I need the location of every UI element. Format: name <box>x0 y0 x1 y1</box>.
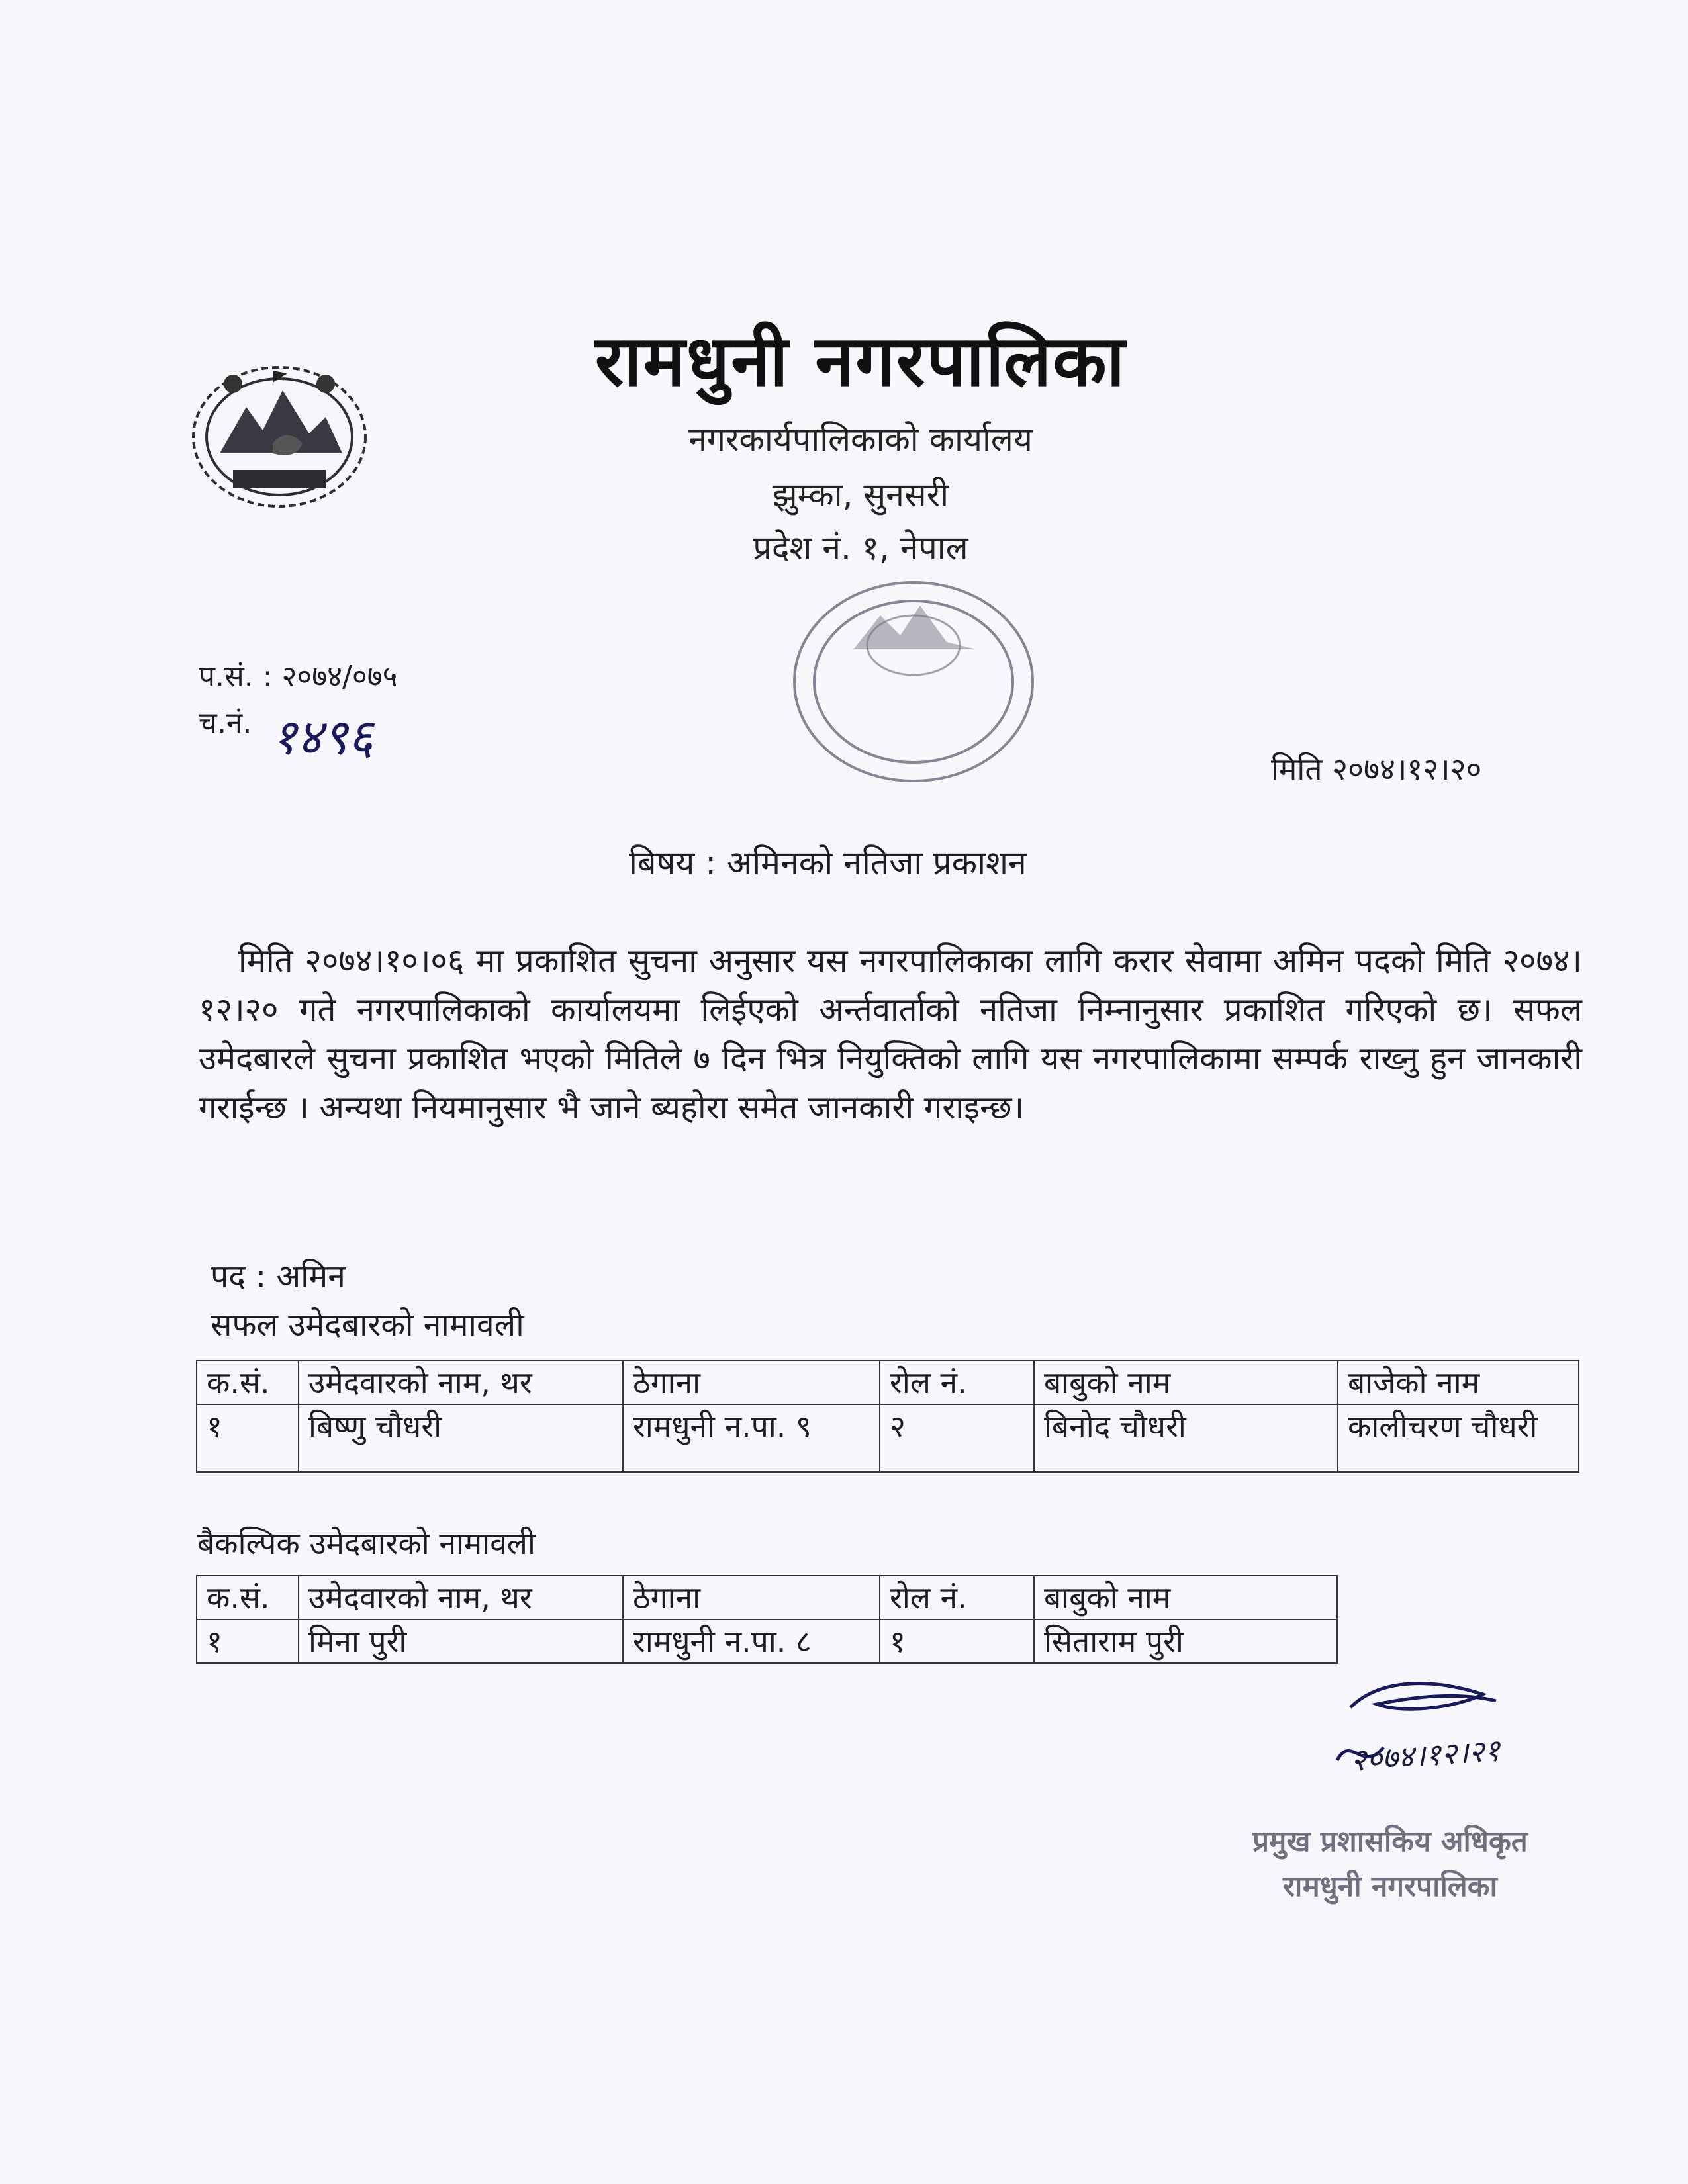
table-row <box>197 1404 1579 1472</box>
header-cell: उमेदवारको नाम, थर <box>299 1361 623 1404</box>
header-cell: क.सं. <box>197 1576 299 1619</box>
office-stamp-icon <box>774 569 1053 794</box>
signature-date: २०७४।१२।२१ <box>1349 1732 1501 1778</box>
successful-caption: सफल उमेदबारको नामावली <box>211 1306 524 1343</box>
table-cell: बिष्णु चौधरी <box>299 1404 623 1472</box>
table-row <box>197 1619 1337 1663</box>
table-cell: कालीचरण चौधरी <box>1338 1404 1579 1472</box>
alternate-caption: बैकल्पिक उमेदबारको नामावली <box>197 1525 536 1561</box>
table-cell: १ <box>197 1404 299 1472</box>
table-cell: १ <box>880 1619 1034 1663</box>
table-cell: १ <box>197 1619 299 1663</box>
office-name: नगरकार्यपालिकाको कार्यालय <box>688 420 1033 459</box>
nepal-emblem-icon <box>173 344 385 516</box>
subject-line: बिषय : अमिनको नतिजा प्रकाशन <box>629 844 1027 882</box>
table-header-row <box>197 1361 1579 1404</box>
province-line: प्रदेश नं. १, नेपाल <box>753 529 968 567</box>
body-paragraph: मिति २०७४।१०।०६ मा प्रकाशित सुचना अनुसार यस नगरपालिकाका लागि करार सेवामा अमिन पदको मिति २०७४।१२।२० गते नगरपालिकाको कार्यालयमा लिईएको अर्न्तवार्ताको नतिजा निम्नानुसार प्रकाशित गरिएको छ। सफल उमेदबारले सुचना प्रकाशित भएको मितिले ७ दिन भित्र नियुक्तिको लागि यस नगरपालिकामा सम्पर्क राख्नु हुन जानकारी गराईन्छ । अन्यथा नियमानुसार भै जाने ब्यहोरा समेत जानकारी गराइन्छ। <box>199 942 1582 1126</box>
table-cell: बिनोद चौधरी <box>1034 1404 1338 1472</box>
header-cell: उमेदवारको नाम, थर <box>299 1576 623 1619</box>
municipality-title: रामधुनी नगरपालिका <box>594 320 1127 402</box>
header-cell: क.सं. <box>197 1361 299 1404</box>
header-cell: बाबुको नाम <box>1034 1576 1337 1619</box>
table-cell: रामधुनी न.पा. ९ <box>623 1404 880 1472</box>
designation-office-stamp: रामधुनी नगरपालिका <box>1283 1870 1497 1903</box>
table-header-row <box>197 1576 1337 1619</box>
alternate-candidates-table <box>196 1575 1338 1664</box>
ps-number: प.सं. : २०७४/०७५ <box>199 660 398 694</box>
header-cell: ठेगाना <box>623 1361 880 1404</box>
table-cell: सिताराम पुरी <box>1034 1619 1337 1663</box>
issue-date: मिति २०७४।१२।२० <box>1271 751 1482 787</box>
designation-stamp: प्रमुख प्रशासकिय अधिकृत <box>1252 1825 1528 1858</box>
post-line: पद : अमिन <box>211 1258 346 1295</box>
header-cell: रोल नं. <box>880 1361 1034 1404</box>
header-cell: बाबुको नाम <box>1034 1361 1338 1404</box>
table-cell: रामधुनी न.पा. ८ <box>623 1619 880 1663</box>
header-cell: बाजेको नाम <box>1338 1361 1579 1404</box>
header-cell: रोल नं. <box>880 1576 1034 1619</box>
header-cell: ठेगाना <box>623 1576 880 1619</box>
successful-candidates-table <box>196 1360 1579 1473</box>
cn-handwritten-number: १४९६ <box>271 709 373 766</box>
cn-label: च.नं. <box>199 706 252 740</box>
table-cell: मिना पुरी <box>299 1619 623 1663</box>
table-cell: २ <box>880 1404 1034 1472</box>
office-address: झुम्का, सुनसरी <box>772 476 949 514</box>
